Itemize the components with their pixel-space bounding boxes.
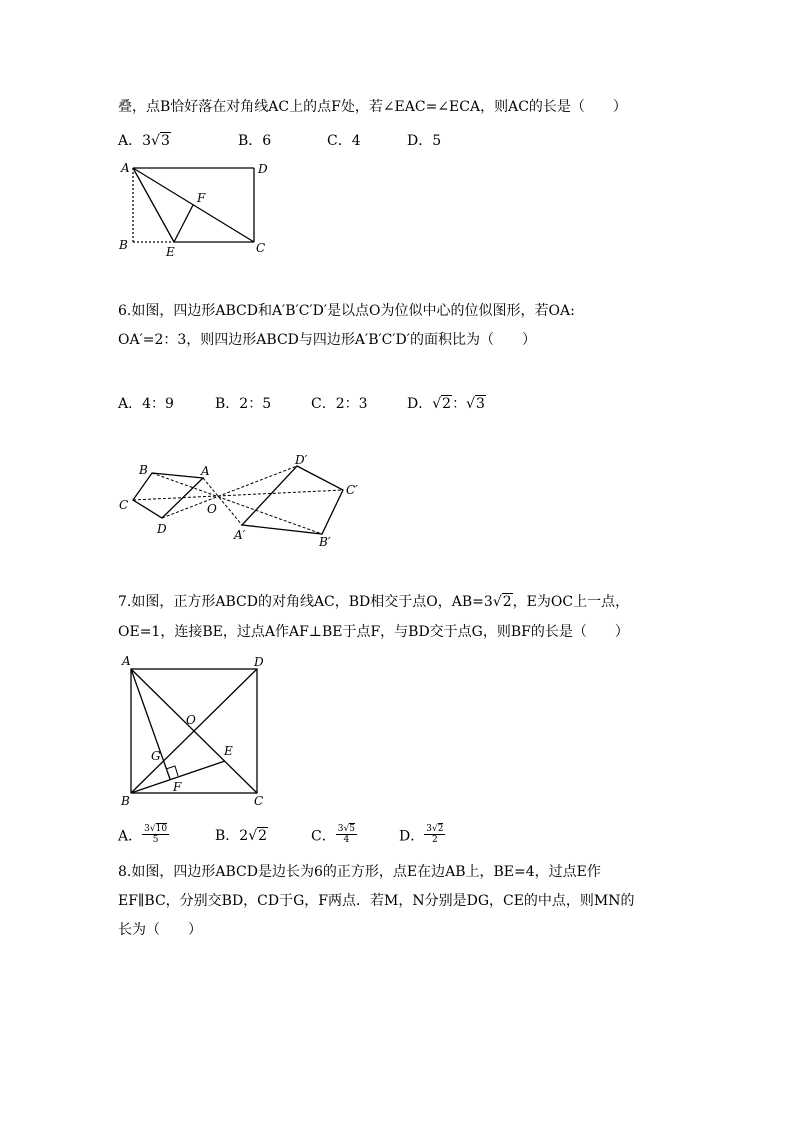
q5-label-c: C xyxy=(256,241,266,255)
q7-label-b: B xyxy=(121,794,130,808)
q7-option-c: C． $\frac{3√5}{4}$ xyxy=(311,824,355,845)
q5-option-d: D．5 xyxy=(407,133,442,149)
q5-label-a: A xyxy=(121,161,130,175)
q7-label-c: C xyxy=(254,794,264,808)
q5-label-d: D xyxy=(258,162,268,176)
q6-option-c: C．2：3 xyxy=(311,396,368,412)
q6-option-a: A．4：9 xyxy=(118,396,174,412)
q6-label-b: B xyxy=(139,463,148,477)
q7-label-g: G xyxy=(151,749,161,763)
q7-label-o: O xyxy=(186,713,196,727)
q5-option-b: B．6 xyxy=(238,133,272,149)
q6-stem-line2: OA′=2：3，则四边形ABCD与四边形A′B′C′D′的面积比为（ ） xyxy=(118,332,536,348)
q6-stem-line1: 6.如图，四边形ABCD和A′B′C′D′是以点O为位似中心的位似图形，若OA: xyxy=(118,303,575,319)
q6-label-d2: D′ xyxy=(295,453,308,467)
q7-label-e: E xyxy=(224,744,233,758)
q7-options xyxy=(118,826,718,850)
q7-label-a: A xyxy=(122,654,131,668)
q8-stem-line3: 长为（ ） xyxy=(118,922,202,938)
q7-option-b: B．2√2 xyxy=(215,828,268,844)
q5-option-a: A．3√3 xyxy=(118,133,170,149)
q8-stem-line1: 8.如图，四边形ABCD是边长为6的正方形，点E在边AB上，BE=4，过点E作 xyxy=(118,864,601,880)
q6-label-o: O xyxy=(207,502,217,516)
q7-option-d: D． $\frac{3√2}{2}$ xyxy=(399,824,444,845)
q6-label-c2: C′ xyxy=(346,483,358,497)
q6-label-a2: A′ xyxy=(234,528,246,542)
q6-label-a: A xyxy=(201,464,210,478)
q7-option-a: A． $\frac{3√10}{5}$ xyxy=(118,824,168,845)
q5-stem: 叠，点B恰好落在对角线AC上的点F处，若∠EAC=∠ECA，则AC的长是（ ） xyxy=(118,99,627,115)
q5-label-f: F xyxy=(197,191,206,205)
q7-stem-line2: OE=1，连接BE，过点A作AF⊥BE于点F，与BD交于点G，则BF的长是（ ） xyxy=(118,624,629,640)
q7-stem-line1: 7.如图，正方形ABCD的对角线AC，BD相交于点O，AB=3√2，E为OC上一点， xyxy=(118,594,630,610)
q6-label-b2: B′ xyxy=(319,535,331,549)
q8-stem-line2: EF∥BC，分别交BD，CD于G，F两点．若M，N分别是DG，CE的中点，则MN的 xyxy=(118,893,635,909)
q6-option-b: B．2：5 xyxy=(215,396,272,412)
q6-label-c: C xyxy=(119,498,129,512)
q5-option-c: C．4 xyxy=(327,133,361,149)
q6-label-d: D xyxy=(157,522,167,536)
q5-label-b: B xyxy=(119,238,128,252)
q6-option-d: D．√2：√3 xyxy=(407,396,485,412)
q7-label-f: F xyxy=(173,780,182,794)
q5-label-e: E xyxy=(166,245,175,259)
q7-label-d: D xyxy=(254,655,264,669)
